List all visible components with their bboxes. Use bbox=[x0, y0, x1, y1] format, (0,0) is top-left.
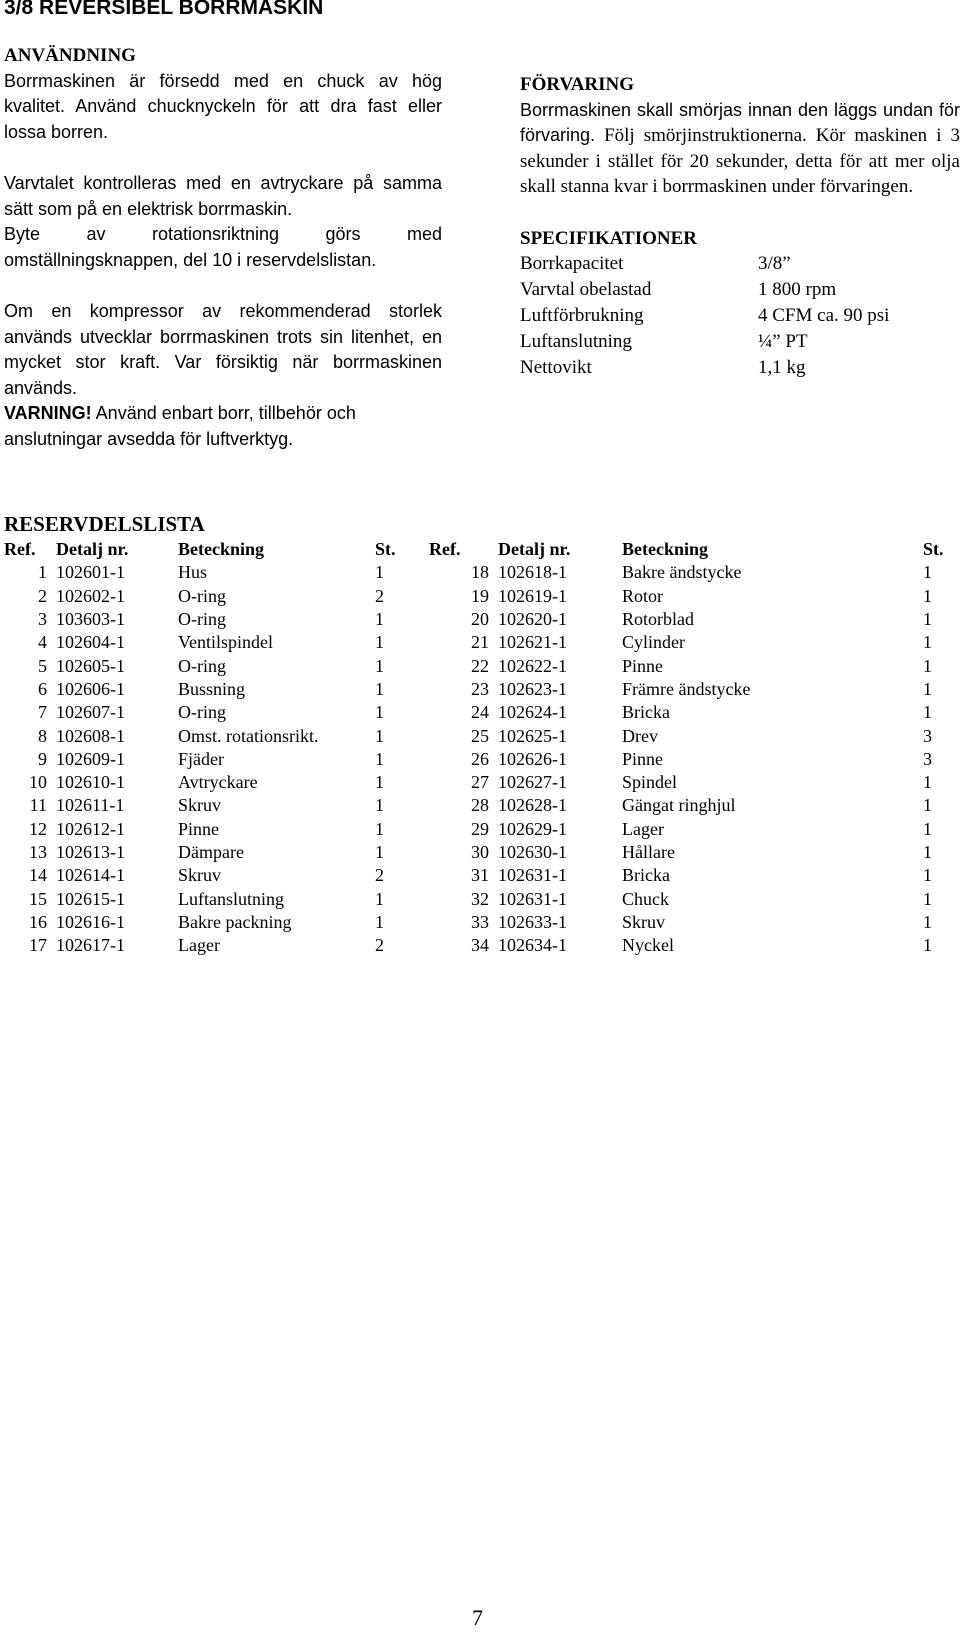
cell-beteckning: Omst. rotationsrikt. bbox=[178, 725, 319, 746]
spec-value: 1,1 kg bbox=[758, 357, 806, 378]
cell-st: 1 bbox=[923, 772, 932, 793]
cell-st: 1 bbox=[375, 911, 384, 932]
cell-ref: 29 bbox=[471, 818, 489, 839]
table-row bbox=[4, 864, 944, 887]
table-row bbox=[4, 911, 944, 934]
usage-section bbox=[4, 43, 442, 452]
cell-beteckning: Ventilspindel bbox=[178, 632, 273, 653]
cell-ref: 26 bbox=[471, 748, 489, 769]
cell-detalj: 102614-1 bbox=[56, 865, 125, 886]
usage-paragraph-4b: Var försiktig när borrmaskinen används. bbox=[4, 352, 442, 398]
spec-label: Varvtal obelastad bbox=[520, 279, 652, 300]
cell-ref: 28 bbox=[471, 795, 489, 816]
usage-paragraph-4a: Om en kompressor av rekommenderad storlek används utvecklar borrmaskinen trots sin litenhet, en mycket stor kraft. bbox=[4, 301, 442, 372]
cell-st: 1 bbox=[923, 562, 932, 583]
cell-st: 1 bbox=[375, 702, 384, 723]
cell-beteckning: O-ring bbox=[178, 702, 226, 723]
parts-list-heading: RESERVDELSLISTA bbox=[4, 512, 205, 536]
spec-label: Borrkapacitet bbox=[520, 253, 624, 274]
cell-st: 1 bbox=[375, 818, 384, 839]
table-row bbox=[4, 794, 944, 817]
cell-beteckning: Främre ändstycke bbox=[622, 678, 751, 699]
cell-beteckning: Skruv bbox=[178, 795, 222, 816]
cell-ref: 33 bbox=[471, 911, 489, 932]
cell-st: 2 bbox=[375, 935, 384, 956]
cell-beteckning: Dämpare bbox=[178, 842, 244, 862]
cell-detalj: 102606-1 bbox=[56, 678, 125, 699]
cell-detalj: 102604-1 bbox=[56, 632, 125, 653]
spec-row bbox=[520, 355, 960, 381]
table-row bbox=[4, 585, 944, 608]
table-row bbox=[4, 701, 944, 724]
cell-beteckning: Drev bbox=[622, 725, 658, 746]
cell-st: 1 bbox=[923, 632, 932, 653]
cell-detalj: 102621-1 bbox=[498, 632, 567, 653]
cell-beteckning: Chuck bbox=[622, 888, 669, 909]
cell-beteckning: Luftanslutning bbox=[178, 888, 284, 909]
cell-detalj: 102605-1 bbox=[56, 655, 125, 676]
parts-table-body bbox=[4, 561, 944, 957]
header-st: St. bbox=[375, 539, 396, 560]
cell-ref: 8 bbox=[38, 725, 47, 746]
parts-table bbox=[4, 538, 944, 957]
cell-st: 1 bbox=[375, 655, 384, 676]
cell-ref: 25 bbox=[471, 725, 489, 746]
page-number: 7 bbox=[472, 1605, 483, 1630]
cell-ref: 1 bbox=[38, 562, 47, 583]
cell-ref: 12 bbox=[29, 818, 47, 839]
cell-detalj: 102609-1 bbox=[56, 748, 125, 769]
cell-detalj: 102625-1 bbox=[498, 725, 567, 746]
cell-detalj: 102623-1 bbox=[498, 678, 567, 699]
cell-beteckning: Bakre packning bbox=[178, 911, 292, 932]
cell-ref: 24 bbox=[471, 702, 489, 723]
cell-beteckning: Hållare bbox=[622, 842, 675, 862]
cell-detalj: 102630-1 bbox=[498, 842, 567, 862]
cell-ref: 2 bbox=[38, 585, 47, 606]
cell-ref: 15 bbox=[29, 888, 47, 909]
cell-st: 1 bbox=[923, 795, 932, 816]
cell-st: 1 bbox=[923, 911, 932, 932]
cell-ref: 3 bbox=[38, 609, 47, 630]
cell-detalj: 102608-1 bbox=[56, 725, 125, 746]
header-ref: Ref. bbox=[4, 539, 36, 560]
warning-paragraph bbox=[4, 401, 442, 452]
cell-beteckning: Spindel bbox=[622, 772, 678, 793]
cell-detalj: 102613-1 bbox=[56, 842, 125, 862]
header-detalj: Detalj nr. bbox=[56, 539, 129, 560]
cell-st: 1 bbox=[923, 609, 932, 630]
cell-beteckning: Skruv bbox=[622, 911, 666, 932]
cell-beteckning: Gängat ringhjul bbox=[622, 795, 736, 816]
cell-ref: 7 bbox=[38, 702, 47, 723]
spec-value: 4 CFM ca. 90 psi bbox=[758, 305, 890, 326]
cell-beteckning: Pinne bbox=[178, 818, 220, 839]
spec-value: 3/8” bbox=[758, 253, 791, 274]
cell-ref: 4 bbox=[38, 632, 47, 653]
cell-beteckning: Fjäder bbox=[178, 748, 224, 769]
header-detalj-2: Detalj nr. bbox=[498, 539, 571, 560]
cell-detalj: 102607-1 bbox=[56, 702, 125, 723]
cell-st: 1 bbox=[923, 842, 932, 862]
cell-st: 1 bbox=[375, 795, 384, 816]
cell-ref: 21 bbox=[471, 632, 489, 653]
cell-ref: 5 bbox=[38, 655, 47, 676]
cell-detalj: 102601-1 bbox=[56, 562, 125, 583]
cell-st: 1 bbox=[375, 748, 384, 769]
usage-paragraph-4 bbox=[4, 299, 442, 401]
cell-beteckning: Nyckel bbox=[622, 935, 674, 956]
cell-detalj: 102602-1 bbox=[56, 585, 125, 606]
cell-st: 3 bbox=[923, 725, 932, 746]
cell-beteckning: Pinne bbox=[622, 655, 664, 676]
cell-ref: 20 bbox=[471, 609, 489, 630]
cell-ref: 13 bbox=[29, 842, 47, 862]
table-row bbox=[4, 841, 944, 864]
cell-st: 1 bbox=[923, 678, 932, 699]
cell-ref: 34 bbox=[471, 935, 489, 956]
parts-table-header bbox=[4, 538, 944, 561]
cell-ref: 11 bbox=[29, 795, 47, 816]
spec-row bbox=[520, 303, 960, 329]
header-st-2: St. bbox=[923, 539, 944, 560]
cell-ref: 19 bbox=[471, 585, 489, 606]
cell-ref: 32 bbox=[471, 888, 489, 909]
cell-ref: 22 bbox=[471, 655, 489, 676]
cell-detalj: 102627-1 bbox=[498, 772, 567, 793]
cell-detalj: 102628-1 bbox=[498, 795, 567, 816]
cell-beteckning: Lager bbox=[178, 935, 220, 956]
cell-detalj: 103603-1 bbox=[56, 609, 125, 630]
cell-detalj: 102612-1 bbox=[56, 818, 125, 839]
usage-paragraph-2: Varvtalet kontrolleras med en avtryckare på samma sätt som på en elektrisk borrmaskin. bbox=[4, 173, 442, 219]
warning-text: Använd enbart borr, tillbehör och anslutningar avsedda för luftverktyg. bbox=[4, 403, 356, 449]
cell-ref: 30 bbox=[471, 842, 489, 862]
spec-label: Luftanslutning bbox=[520, 331, 632, 352]
header-ref-2: Ref. bbox=[429, 539, 461, 560]
table-row bbox=[4, 748, 944, 771]
cell-st: 1 bbox=[375, 562, 384, 583]
cell-ref: 10 bbox=[29, 772, 47, 793]
warning-label: VARNING! bbox=[4, 403, 92, 423]
cell-detalj: 102610-1 bbox=[56, 772, 125, 793]
cell-st: 1 bbox=[375, 772, 384, 793]
spec-row bbox=[520, 277, 960, 303]
specs-list bbox=[520, 251, 960, 381]
cell-detalj: 102622-1 bbox=[498, 655, 567, 676]
cell-beteckning: Avtryckare bbox=[178, 772, 258, 793]
usage-paragraph-3: Byte av rotationsriktning görs med omställningsknappen, del 10 i reservdelslistan. bbox=[4, 224, 442, 270]
spec-label: Luftförbrukning bbox=[520, 305, 644, 326]
spec-value: 1 800 rpm bbox=[758, 279, 837, 300]
cell-st: 1 bbox=[375, 842, 384, 862]
table-row bbox=[4, 608, 944, 631]
cell-st: 1 bbox=[923, 935, 932, 956]
storage-paragraph bbox=[520, 98, 960, 200]
spec-label: Nettovikt bbox=[520, 357, 592, 378]
table-row bbox=[4, 818, 944, 841]
cell-detalj: 102629-1 bbox=[498, 818, 567, 839]
cell-st: 1 bbox=[375, 725, 384, 746]
cell-st: 1 bbox=[923, 585, 932, 606]
cell-ref: 18 bbox=[471, 562, 489, 583]
storage-paragraph-a: Borrmaskinen skall smörjas innan den läggs undan för förvaring. bbox=[520, 99, 960, 145]
cell-detalj: 102611-1 bbox=[56, 795, 125, 816]
header-beteckning: Beteckning bbox=[178, 539, 265, 560]
table-row bbox=[4, 724, 944, 747]
storage-heading: FÖRVARING bbox=[520, 74, 635, 95]
cell-ref: 16 bbox=[29, 911, 47, 932]
cell-beteckning: Rotorblad bbox=[622, 609, 694, 630]
cell-ref: 23 bbox=[471, 678, 489, 699]
cell-beteckning: Hus bbox=[178, 562, 208, 583]
cell-ref: 9 bbox=[38, 748, 47, 769]
cell-detalj: 102615-1 bbox=[56, 888, 125, 909]
cell-beteckning: Skruv bbox=[178, 865, 222, 886]
storage-paragraph-b: Följ smörjinstruktionerna. Kör maskinen i 3 sekunder i stället för 20 sekunder, detta för att mer olja skall stanna kvar i borrmaskinen under förvaringen. bbox=[520, 125, 960, 197]
cell-detalj: 102624-1 bbox=[498, 702, 567, 723]
cell-detalj: 102616-1 bbox=[56, 911, 125, 932]
cell-ref: 27 bbox=[471, 772, 489, 793]
cell-ref: 6 bbox=[38, 678, 47, 699]
cell-beteckning: O-ring bbox=[178, 609, 226, 630]
table-row bbox=[4, 887, 944, 910]
spec-value: ¼” PT bbox=[758, 331, 808, 352]
cell-beteckning: Lager bbox=[622, 818, 664, 839]
cell-st: 1 bbox=[375, 888, 384, 909]
usage-paragraph-1: Borrmaskinen är försedd med en chuck av hög kvalitet. Använd chucknyckeln för att dra fast eller lossa borren. bbox=[4, 70, 442, 142]
specs-heading: SPECIFIKATIONER bbox=[520, 227, 698, 249]
spec-row bbox=[520, 329, 960, 355]
cell-st: 2 bbox=[375, 585, 384, 606]
cell-detalj: 102618-1 bbox=[498, 562, 567, 583]
usage-heading: ANVÄNDNING bbox=[4, 45, 136, 66]
cell-detalj: 102634-1 bbox=[498, 935, 567, 956]
cell-st: 1 bbox=[923, 655, 932, 676]
cell-beteckning: Bussning bbox=[178, 678, 246, 699]
table-row bbox=[4, 678, 944, 701]
cell-st: 1 bbox=[923, 702, 932, 723]
cell-ref: 14 bbox=[29, 865, 47, 886]
cell-st: 1 bbox=[375, 678, 384, 699]
cell-ref: 31 bbox=[471, 865, 489, 886]
cell-st: 1 bbox=[923, 888, 932, 909]
cell-st: 1 bbox=[375, 632, 384, 653]
cell-detalj: 102626-1 bbox=[498, 748, 567, 769]
page-title: 3/8 REVERSIBEL BORRMASKIN bbox=[4, 0, 324, 19]
cell-beteckning: O-ring bbox=[178, 585, 226, 606]
cell-st: 1 bbox=[923, 818, 932, 839]
table-row bbox=[4, 631, 944, 654]
cell-beteckning: Cylinder bbox=[622, 632, 685, 653]
cell-st: 1 bbox=[375, 609, 384, 630]
storage-section bbox=[520, 72, 960, 381]
table-row bbox=[4, 934, 944, 957]
table-row bbox=[4, 561, 944, 584]
cell-beteckning: Bricka bbox=[622, 865, 670, 886]
cell-beteckning: Rotor bbox=[622, 585, 664, 606]
cell-beteckning: Pinne bbox=[622, 748, 664, 769]
cell-detalj: 102633-1 bbox=[498, 911, 567, 932]
table-row bbox=[4, 654, 944, 677]
cell-st: 1 bbox=[923, 865, 932, 886]
cell-beteckning: Bricka bbox=[622, 702, 670, 723]
spec-row bbox=[520, 251, 960, 277]
cell-beteckning: Bakre ändstycke bbox=[622, 562, 742, 583]
cell-ref: 17 bbox=[29, 935, 47, 956]
table-row bbox=[4, 771, 944, 794]
cell-detalj: 102631-1 bbox=[498, 865, 567, 886]
cell-detalj: 102631-1 bbox=[498, 888, 567, 909]
cell-detalj: 102620-1 bbox=[498, 609, 567, 630]
cell-detalj: 102619-1 bbox=[498, 585, 567, 606]
cell-st: 3 bbox=[923, 748, 932, 769]
cell-beteckning: O-ring bbox=[178, 655, 226, 676]
cell-detalj: 102617-1 bbox=[56, 935, 125, 956]
cell-st: 2 bbox=[375, 865, 384, 886]
header-beteckning-2: Beteckning bbox=[622, 539, 709, 560]
